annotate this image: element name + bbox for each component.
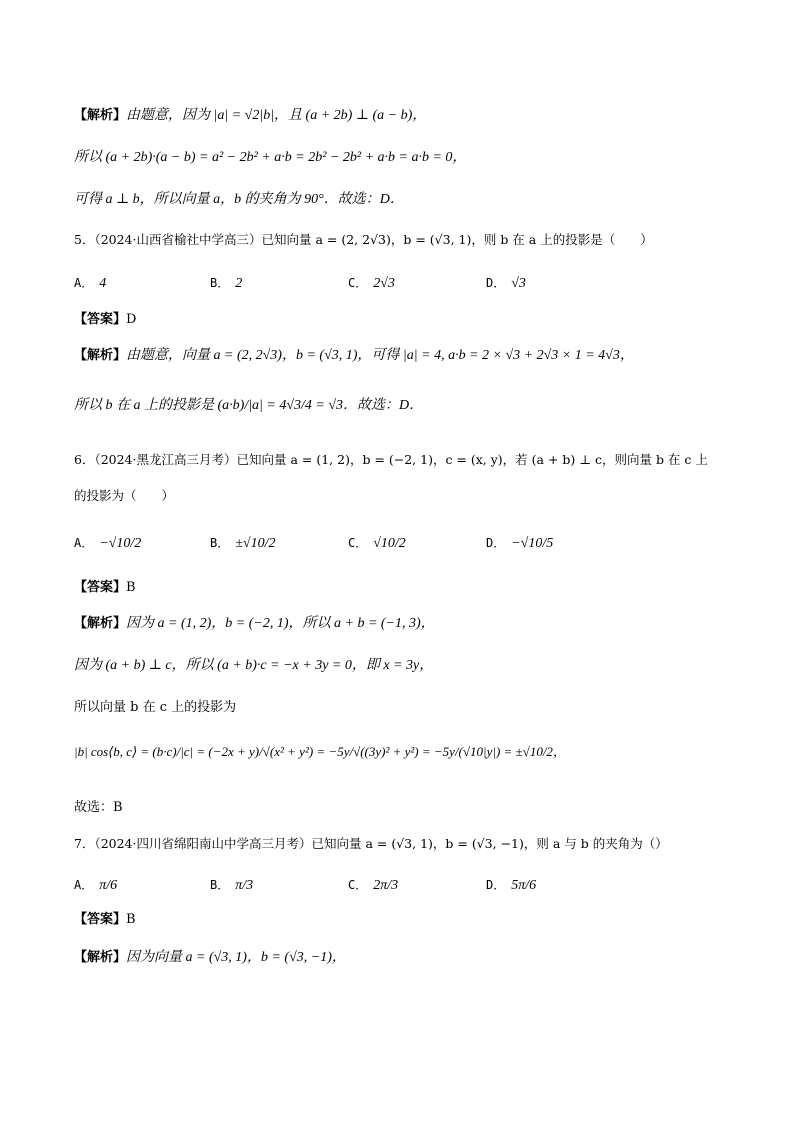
q7-option-d-text: 5π/6 [511, 878, 537, 893]
q5-solution-line-1 [74, 346, 754, 366]
q6-stem-line-1 [74, 450, 754, 470]
q7-option-c-text: 2π/3 [373, 878, 399, 893]
q5-option-c [348, 272, 395, 295]
prev-solution-line-2 [74, 148, 754, 168]
q5-answer [74, 310, 754, 330]
q6-option-d [486, 532, 553, 555]
q6-solution-line-1 [74, 614, 754, 634]
q6-solution-formula-text: |b| cos⟨b, c⟩ = (b·c)/|c| = (−2x + y)/√(x² + y²) = −5y/√((3y)² + y²) = −5y/(√10|y|) = ±√10/2， [74, 744, 566, 759]
jiexi-tag: 【解析】 [74, 348, 127, 363]
q7-option-b [210, 874, 253, 897]
q6-option-a-label: A． [74, 536, 94, 550]
q6-option-a [74, 532, 141, 555]
q6-solution-line-3 [74, 698, 754, 718]
jiexi-tag: 【解析】 [74, 616, 127, 631]
q5-option-b [210, 272, 242, 295]
q5-solution-line-2 [74, 396, 754, 416]
prev-solution-line-3 [74, 190, 754, 210]
q6-solution-text-3: 所以向量 b 在 c 上的投影为 [74, 700, 237, 715]
answer-tag: 【答案】 [74, 912, 127, 927]
q7-solution-text-1: 因为向量 a = (√3, 1)，b = (√3, −1)， [126, 950, 346, 965]
q6-option-a-text: −√10/2 [99, 536, 142, 551]
q7-option-c-label: C． [348, 878, 368, 892]
q5-option-c-text: 2√3 [373, 276, 395, 291]
q5-solution-text-2: 所以 b 在 a 上的投影是 (a·b)/|a| = 4√3/4 = √3．故选：D． [74, 398, 424, 413]
prev-solution-text-3: 可得 a ⊥ b，所以向量 a，b 的夹角为 90°．故选：D． [74, 192, 404, 207]
prev-solution-line-1 [74, 106, 754, 126]
q6-solution-text-1: 因为 a = (1, 2)，b = (−2, 1)，所以 a + b = (−1, 3)， [126, 616, 435, 631]
q5-stem [74, 230, 754, 250]
q7-option-a-text: π/6 [99, 878, 118, 893]
q7-stem [74, 834, 754, 854]
q6-solution-formula [74, 742, 754, 762]
q7-option-a-label: A． [74, 878, 94, 892]
q6-option-c [348, 532, 406, 555]
answer-tag: 【答案】 [74, 580, 127, 595]
q5-option-d-text: √3 [511, 276, 526, 291]
prev-solution-text-2: 所以 (a + 2b)·(a − b) = a² − 2b² + a·b = 2b² − 2b² + a·b = a·b = 0， [74, 150, 467, 165]
q5-solution-text-1: 由题意，向量 a = (2, 2√3)，b = (√3, 1)，可得 |a| = 4, a·b = 2 × √3 + 2√3 × 1 = 4√3， [126, 348, 634, 363]
q6-option-b-text: ±√10/2 [235, 536, 276, 551]
prev-solution-text-1: 由题意，因为 |a| = √2|b|，且 (a + 2b) ⊥ (a − b)， [126, 108, 427, 123]
q7-solution-line-1 [74, 948, 754, 968]
q6-conclusion [74, 798, 754, 818]
q6-solution-text-2: 因为 (a + b) ⊥ c，所以 (a + b)·c = −x + 3y = 0，即 x = 3y， [74, 658, 434, 673]
q7-option-d [486, 874, 536, 897]
q6-stem-text-1: 6．（2024·黑龙江高三月考）已知向量 a = (1, 2)，b = (−2, 1)，c = (x, y)，若 (a + b) ⊥ c，则向量 b 在 c 上 [74, 452, 708, 467]
q5-option-a [74, 272, 106, 295]
q7-option-b-text: π/3 [235, 878, 254, 893]
answer-tag: 【答案】 [74, 312, 127, 327]
q7-option-d-label: D． [486, 878, 506, 892]
q6-answer-value: B [126, 580, 136, 595]
q7-answer [74, 910, 754, 930]
q6-answer [74, 578, 754, 598]
q6-stem-line-2 [74, 486, 754, 506]
q6-option-b [210, 532, 276, 555]
q5-stem-text: 5．（2024·山西省榆社中学高三）已知向量 a = (2, 2√3)，b = (√3, 1)，则 b 在 a 上的投影是（ ） [74, 232, 653, 247]
q7-stem-text: 7．（2024·四川省绵阳南山中学高三月考）已知向量 a = (√3, 1)，b = (√3, −1)，则 a 与 b 的夹角为（） [74, 836, 668, 851]
q5-option-b-text: 2 [235, 276, 243, 291]
q5-option-d-label: D． [486, 276, 506, 290]
q6-option-c-label: C． [348, 536, 368, 550]
q6-option-b-label: B． [210, 536, 230, 550]
q6-option-d-text: −√10/5 [511, 536, 554, 551]
q6-solution-line-2 [74, 656, 754, 676]
q6-option-c-text: √10/2 [373, 536, 406, 551]
q5-option-c-label: C． [348, 276, 368, 290]
q5-option-b-label: B． [210, 276, 230, 290]
q5-option-a-text: 4 [99, 276, 107, 291]
q5-option-a-label: A． [74, 276, 94, 290]
jiexi-tag: 【解析】 [74, 108, 127, 123]
q6-conclusion-text: 故选：B [74, 800, 123, 815]
q6-stem-text-2: 的投影为（ ） [74, 488, 175, 503]
jiexi-tag: 【解析】 [74, 950, 127, 965]
q5-answer-value: D [126, 312, 137, 327]
q7-answer-value: B [126, 912, 136, 927]
q7-option-b-label: B． [210, 878, 230, 892]
q7-option-a [74, 874, 117, 897]
q7-option-c [348, 874, 398, 897]
q6-option-d-label: D． [486, 536, 506, 550]
q5-option-d [486, 272, 526, 295]
